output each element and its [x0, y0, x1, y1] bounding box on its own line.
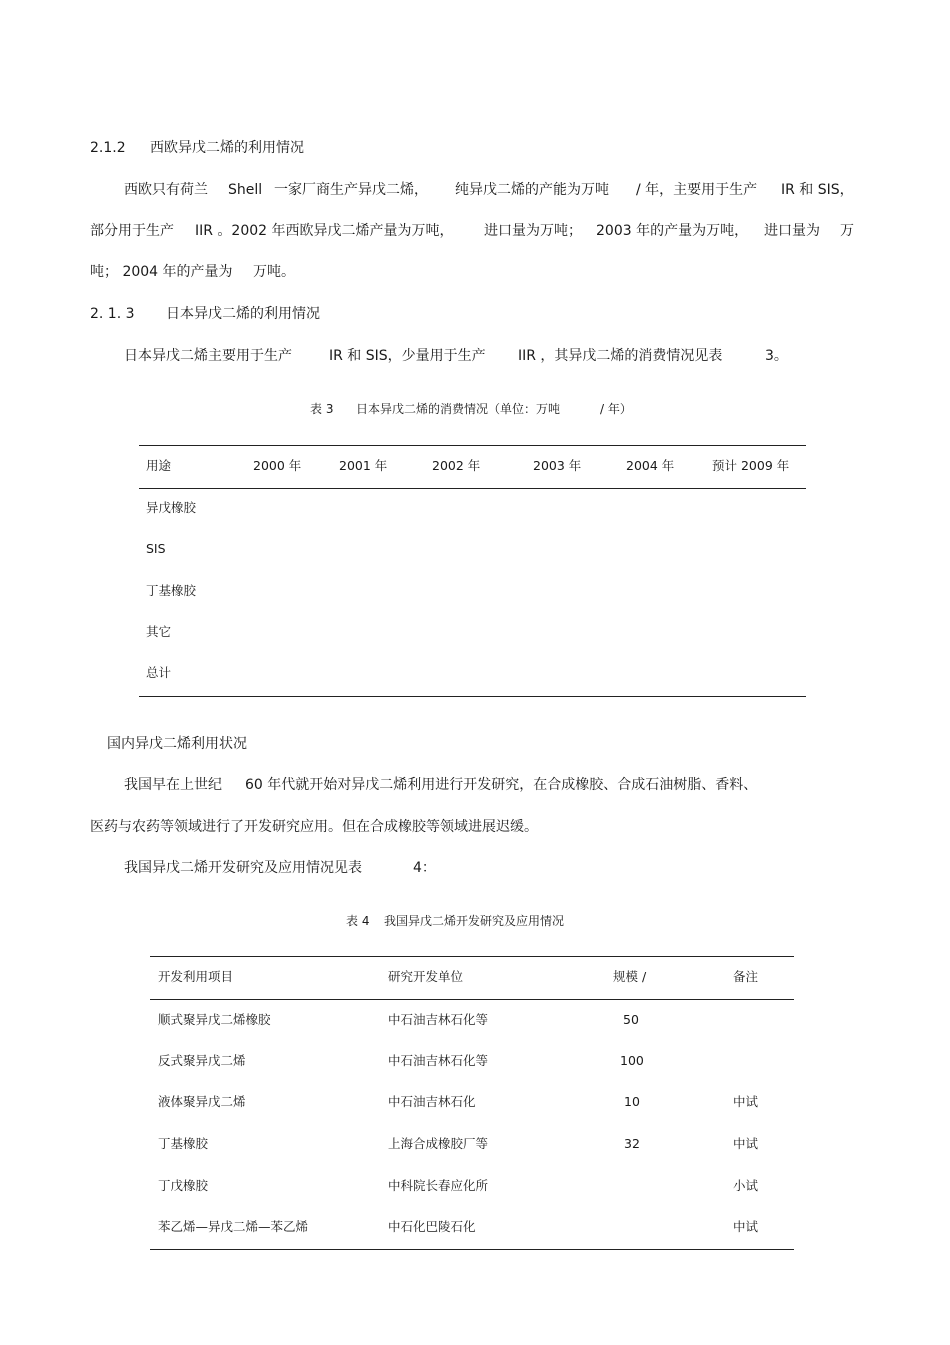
- cell-unit: 中科院长春应化所: [388, 1178, 489, 1193]
- table-row-label: 其它: [146, 624, 172, 639]
- cell-item: 反式聚异戊二烯: [158, 1053, 246, 1068]
- column-header: 开发利用项目: [158, 969, 234, 984]
- column-header: 2003 年: [533, 458, 582, 473]
- section-title: 西欧异戊二烯的利用情况: [150, 140, 304, 156]
- text-run: 西欧只有荷兰: [124, 182, 208, 198]
- text-run: 60 年代就开始对异戊二烯利用进行开发研究，在合成橡胶、合成石油树脂、香料、: [245, 777, 758, 793]
- text-run: 我国异戊二烯开发研究及应用情况见表: [124, 860, 362, 876]
- text-run: / 年，主要用于生产: [636, 182, 758, 198]
- table-row-label: 丁基橡胶: [146, 583, 197, 598]
- cell-scale: 100: [620, 1053, 644, 1068]
- column-header: 用途: [146, 458, 172, 473]
- caption-label: 表 3: [310, 402, 334, 416]
- cell-scale: 50: [623, 1012, 639, 1027]
- table-header-rule: [139, 488, 806, 489]
- cell-scale: 10: [624, 1094, 640, 1109]
- text-run: 3。: [765, 348, 788, 364]
- table-bottom-rule: [139, 696, 806, 697]
- cell-scale: 32: [624, 1136, 640, 1151]
- table-bottom-rule: [150, 1249, 794, 1250]
- cell-item: 液体聚异戊二烯: [158, 1094, 246, 1109]
- text-run: 2003 年的产量为万吨，: [596, 223, 749, 239]
- text-run: 万: [840, 223, 854, 239]
- column-header: 备注: [733, 969, 759, 984]
- cell-unit: 中石化巴陵石化: [388, 1219, 476, 1234]
- column-header: 预计 2009 年: [712, 458, 790, 473]
- text-run: IIR ，其异戊二烯的消费情况见表: [518, 348, 723, 364]
- column-header: 2004 年: [626, 458, 675, 473]
- cell-note: 中试: [733, 1219, 759, 1234]
- caption-text: 我国异戊二烯开发研究及应用情况: [384, 914, 565, 928]
- column-header: 2002 年: [432, 458, 481, 473]
- text-run: IR 和 SIS，: [781, 182, 854, 198]
- text-run: 纯异戊二烯的产能为万吨: [455, 182, 609, 198]
- column-header: 研究开发单位: [388, 969, 464, 984]
- cell-note: 小试: [733, 1178, 759, 1193]
- table-row-label: 异戊橡胶: [146, 500, 197, 515]
- cell-unit: 中石油吉林石化: [388, 1094, 476, 1109]
- section-number: 2.1.2: [90, 140, 126, 156]
- text-run: 进口量为万吨；: [484, 223, 582, 239]
- text-run: 4：: [413, 860, 436, 876]
- table-header-rule: [150, 999, 794, 1000]
- text-run: 部分用于生产: [90, 223, 174, 239]
- cell-item: 苯乙烯—异戊二烯—苯乙烯: [158, 1219, 309, 1234]
- domestic-heading: 国内异戊二烯利用状况: [107, 736, 247, 752]
- caption-text: 日本异戊二烯的消费情况（单位：万吨: [356, 402, 561, 416]
- table-row-label: SIS: [146, 541, 166, 556]
- text-run: 吨； 2004 年的产量为: [90, 264, 233, 280]
- cell-note: 中试: [733, 1094, 759, 1109]
- cell-unit: 中石油吉林石化等: [388, 1012, 489, 1027]
- text-run: 进口量为: [764, 223, 820, 239]
- text-run: 医药与农药等领域进行了开发研究应用。但在合成橡胶等领域进展迟缓。: [90, 819, 538, 835]
- column-header: 规模 /: [613, 969, 647, 984]
- text-run: 我国早在上世纪: [124, 777, 222, 793]
- text-run: 万吨。: [253, 264, 295, 280]
- cell-unit: 中石油吉林石化等: [388, 1053, 489, 1068]
- cell-note: 中试: [733, 1136, 759, 1151]
- text-run: Shell: [228, 182, 263, 198]
- caption-text: / 年）: [600, 402, 632, 416]
- column-header: 2001 年: [339, 458, 388, 473]
- text-run: IR 和 SIS，少量用于生产: [329, 348, 486, 364]
- text-run: IIR 。2002 年西欧异戊二烯产量为万吨，: [195, 223, 454, 239]
- cell-item: 丁戊橡胶: [158, 1178, 209, 1193]
- table-top-rule: [150, 956, 794, 957]
- cell-unit: 上海合成橡胶厂等: [388, 1136, 489, 1151]
- text-run: 日本异戊二烯主要用于生产: [124, 348, 292, 364]
- cell-item: 丁基橡胶: [158, 1136, 209, 1151]
- text-run: 一家厂商生产异戊二烯，: [274, 182, 428, 198]
- section-number: 2. 1. 3: [90, 306, 135, 322]
- table-row-label: 总计: [146, 665, 172, 680]
- column-header: 2000 年: [253, 458, 302, 473]
- caption-label: 表 4: [346, 914, 370, 928]
- section-title: 日本异戊二烯的利用情况: [166, 306, 320, 322]
- cell-item: 顺式聚异戊二烯橡胶: [158, 1012, 271, 1027]
- table-top-rule: [139, 445, 806, 446]
